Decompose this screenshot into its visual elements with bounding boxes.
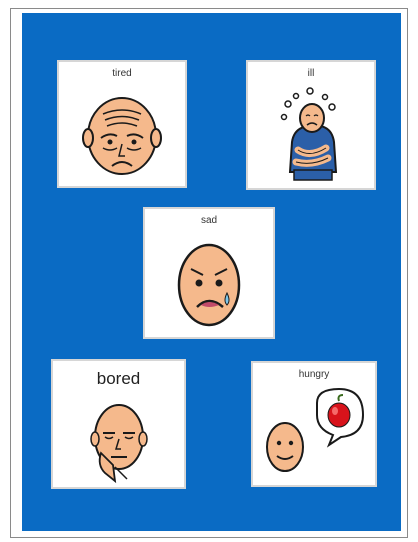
card-label-ill: ill <box>307 68 315 79</box>
card-label-sad: sad <box>200 215 218 226</box>
card-label-tired: tired <box>112 68 132 79</box>
card-ill <box>246 60 376 190</box>
card-sad <box>143 207 275 339</box>
symbol-board <box>22 13 401 531</box>
card-hungry <box>251 361 377 487</box>
ill-person-icon <box>248 62 374 188</box>
card-tired <box>57 60 187 188</box>
tired-face-icon <box>59 62 185 186</box>
sad-face-icon <box>145 209 273 337</box>
hungry-face-apple-icon <box>253 363 375 485</box>
bored-face-icon <box>53 361 184 487</box>
card-label-hungry: hungry <box>298 369 330 380</box>
card-label-bored: bored <box>96 369 141 388</box>
card-bored <box>51 359 186 489</box>
